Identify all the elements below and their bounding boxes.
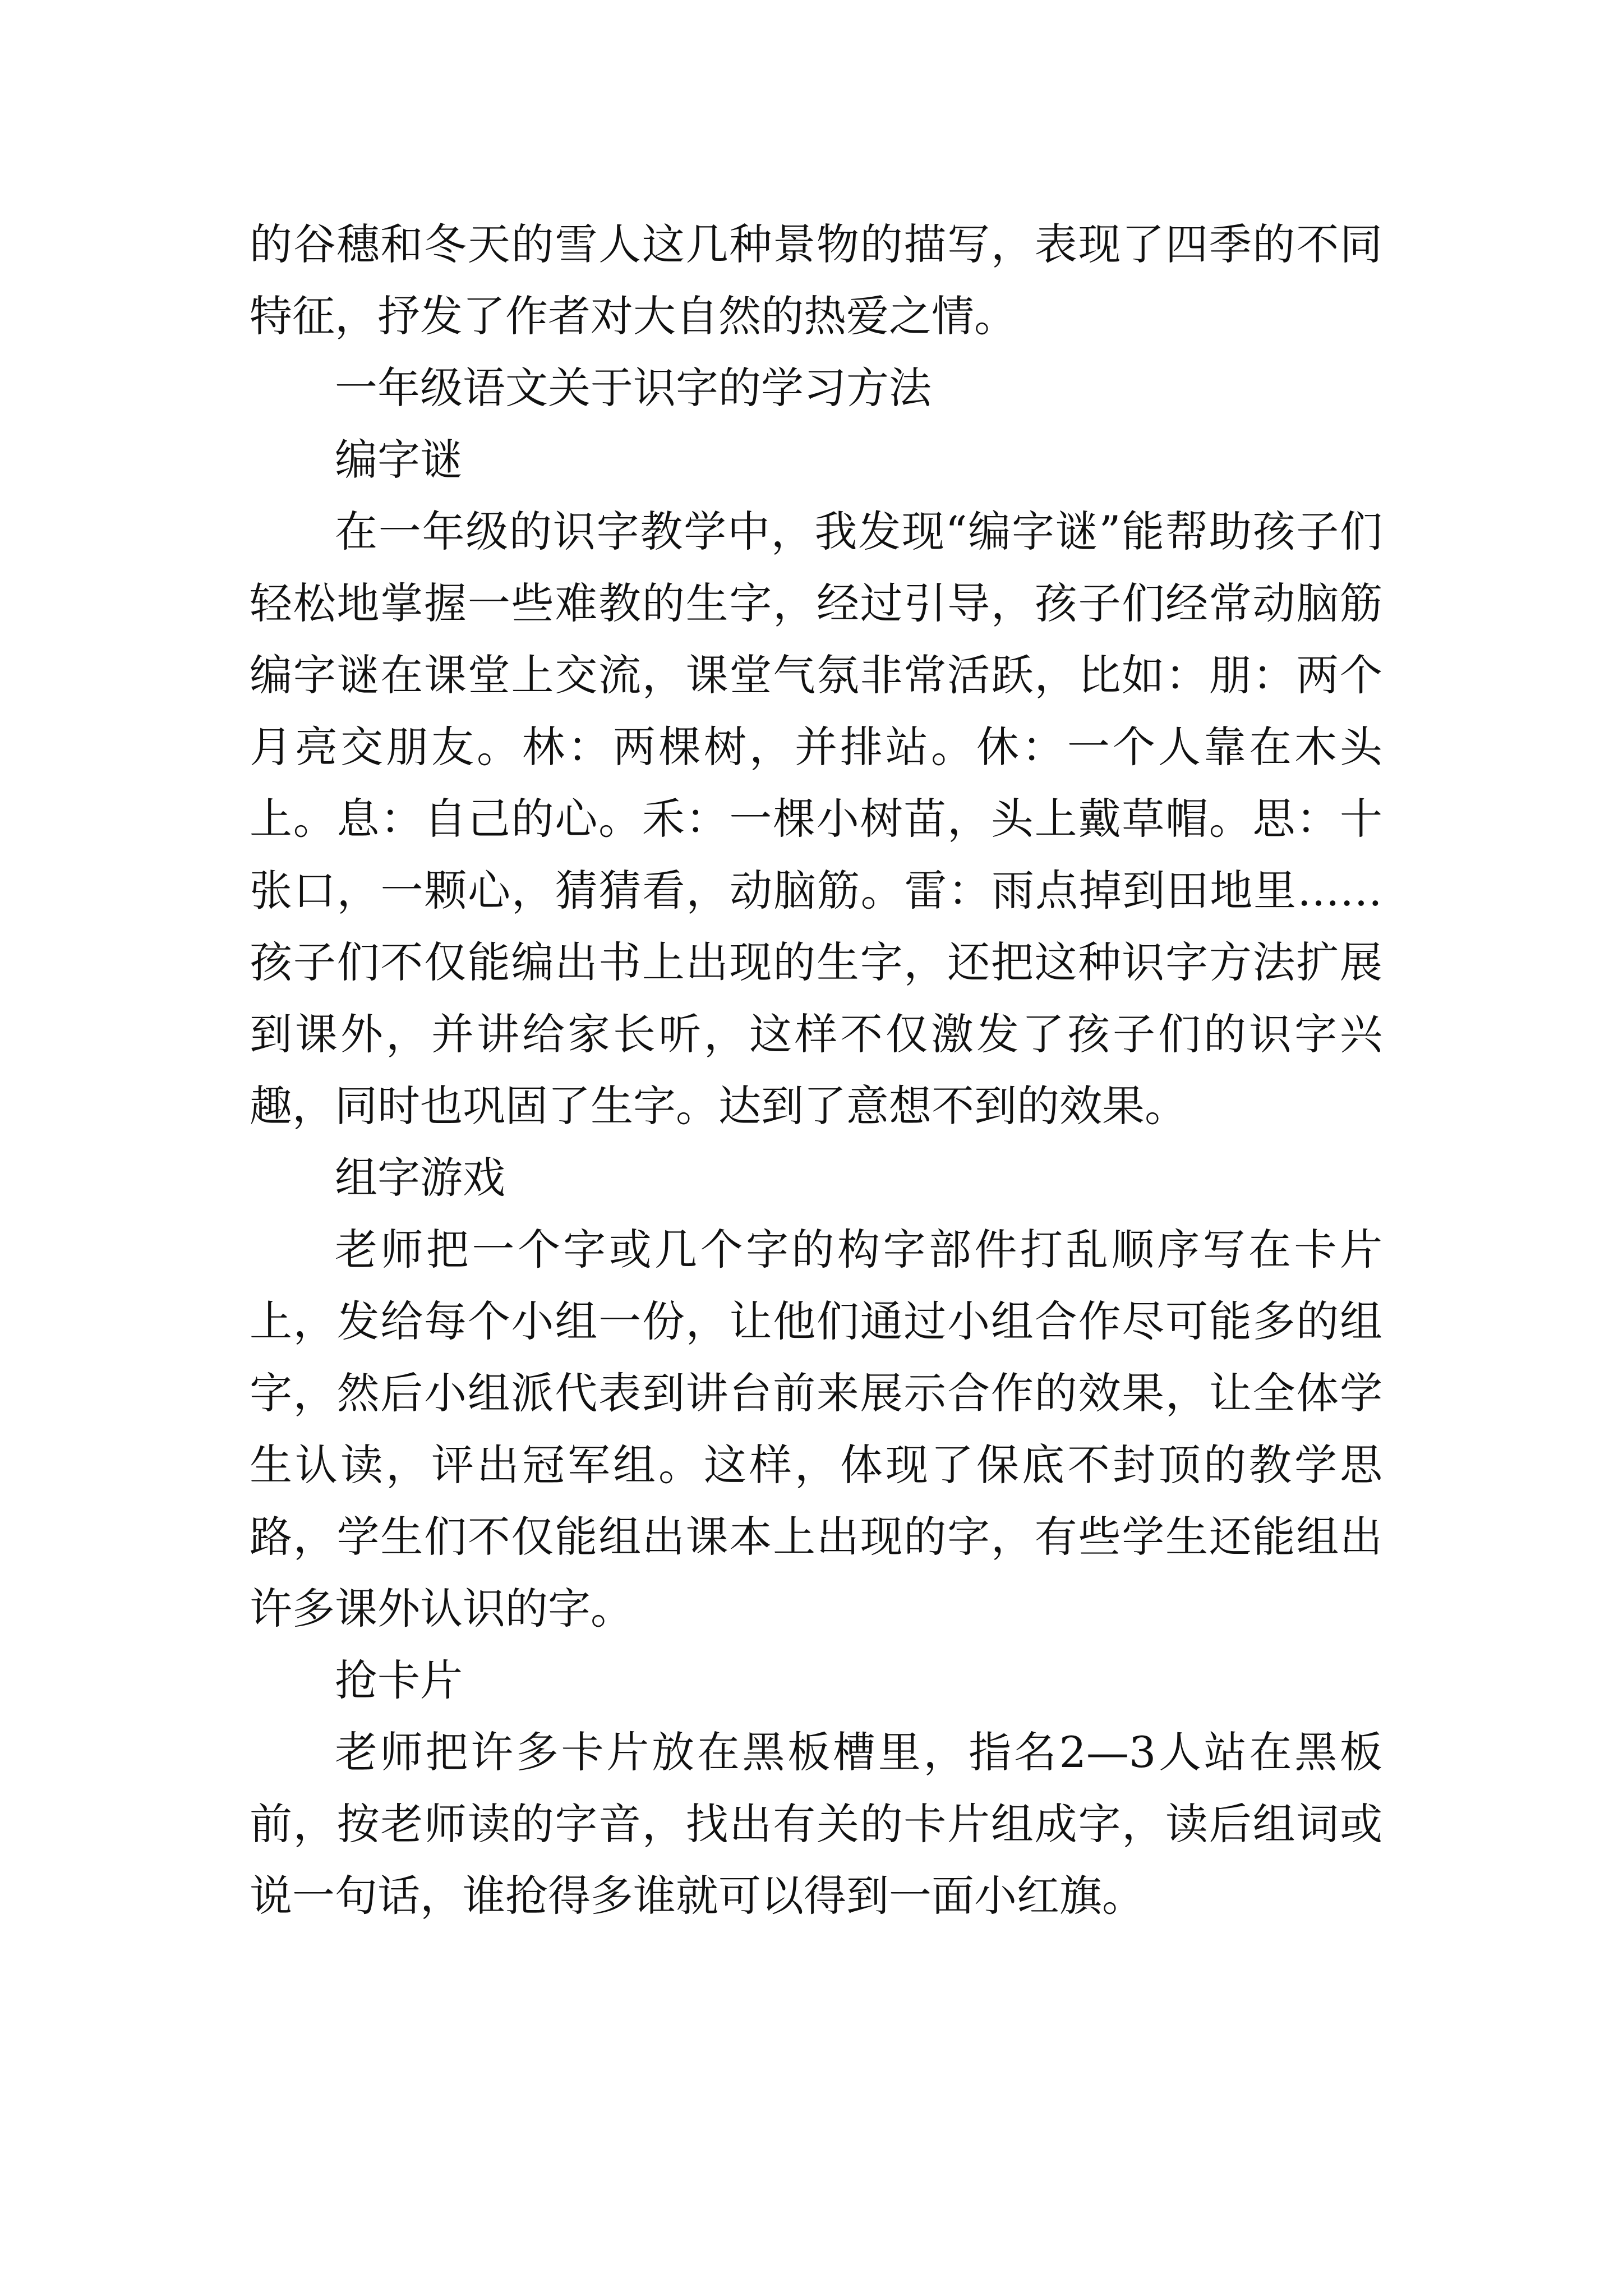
document-page [250, 209, 1382, 1932]
paragraph-card-grab: 老师把许多卡片放在黑板槽里，指名2—3人站在黑板前，按老师读的字音，找出有关的卡片组成字，读后组词或说一句话，谁抢得多谁就可以得到一面小红旗。 [250, 1727, 1382, 1921]
subheading-card-grab: 抢卡片 [335, 1655, 463, 1705]
subheading-riddles: 编字谜 [335, 435, 463, 485]
paragraph-continuation: 的谷穗和冬天的雪人这几种景物的描写，表现了四季的不同特征，抒发了作者对大自然的热爱之情。 [250, 219, 1382, 341]
section-title: 一年级语文关于识字的学习方法 [335, 363, 932, 413]
subheading-word-game: 组字游戏 [335, 1153, 505, 1203]
paragraph-riddles: 在一年级的识字教学中，我发现“编字谜”能帮助孩子们轻松地掌握一些难教的生字，经过引导，孩子们经常动脑筋编字谜在课堂上交流，课堂气氛非常活跃，比如：朋：两个月亮交朋友。林：两棵树，并排站。休：一个人靠在木头上。息：自己的心。禾：一棵小树苗，头上戴草帽。思：十张口，一颗心，猜猜看，动脑筋。雷：雨点掉到田地里……孩子们不仅能编出书上出现的生字，还把这种识字方法扩展到课外，并讲给家长听，这样不仅激发了孩子们的识字兴趣，同时也巩固了生字。达到了意想不到的效果。 [250, 507, 1382, 1131]
paragraph-word-game: 老师把一个字或几个字的构字部件打乱顺序写在卡片上，发给每个小组一份，让他们通过小组合作尽可能多的组字，然后小组派代表到讲台前来展示合作的效果，让全体学生认读，评出冠军组。这样，体现了保底不封顶的教学思路，学生们不仅能组出课本上出现的字，有些学生还能组出许多课外认识的字。 [250, 1225, 1382, 1634]
